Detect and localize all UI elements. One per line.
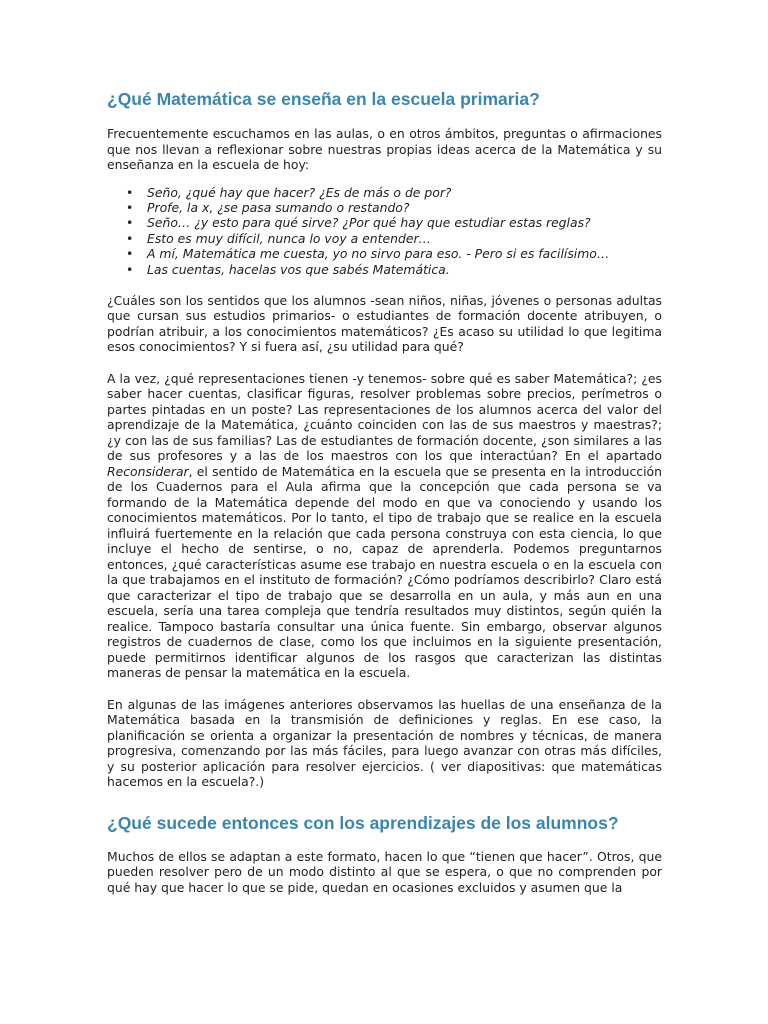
paragraph-text: , el sentido de Matemática en la escuela que se presenta en la introducción de los Cuadernos para el Aula afirma que la concepción que cada persona se va formando de la Matemática depende del modo en que va conociendo y usando los conocimientos matemáticos. Por lo tanto, el tipo de trabajo que se realice en la escuela influirá fuertemente en la relación que cada persona construya con esta ciencia, lo que incluye el hecho de sentirse, o no, capaz de aprenderla. Podemos preguntarnos entonces, ¿qué características asume ese trabajo en nuestra escuela o en la escuela con la que trabajamos en el instituto de formación? ¿Cómo podríamos describirlo? Claro está que caracterizar el tipo de trabajo que se desarrolla en un aula, y más aun en una escuela, sería una tarea compleja que tendría resultados muy distintos, según quién la realice. Tampoco bastaría consultar una única fuente. Sin embargo, observar algunos registros de cuadernos de clase, como los que incluimos en la siguiente presentación, puede permitirnos identificar algunos de los rasgos que caracterizan las distintas maneras de pensar la matemática en la escuela.: [107, 463, 662, 681]
list-item: • A mí, Matemática me cuesta, yo no sirvo para eso. - Pero si es facilísimo…: [107, 246, 662, 261]
list-item: • Seño, ¿qué hay que hacer? ¿Es de más o de por?: [107, 185, 662, 200]
paragraph-representations: [107, 371, 662, 681]
document-page: [107, 88, 662, 895]
heading-student-learning: ¿Qué sucede entonces con los aprendizajes de los alumnos?: [107, 812, 619, 833]
list-item: • Esto es muy difícil, nunca lo voy a entender…: [107, 231, 662, 246]
paragraph-senses: ¿Cuáles son los sentidos que los alumnos -sean niños, niñas, jóvenes o personas adultas que cursan sus estudios primarios- o estudiantes de formación docente atribuyen, o podrían atribuir, a los conocimientos matemáticos? ¿Es acaso su utilidad lo que legitima esos conocimientos? Y si fuera así, ¿su utilidad para qué?: [107, 292, 662, 355]
student-quotes-list: [107, 185, 662, 277]
intro-paragraph: Frecuentemente escuchamos en las aulas, o en otros ámbitos, preguntas o afirmaciones que nos llevan a reflexionar sobre nuestras propias ideas acerca de la Matemática y su enseñanza en la escuela de hoy:: [107, 126, 662, 172]
reconsiderar-emphasis: Reconsiderar: [107, 463, 189, 479]
paragraph-adaptation: Muchos de ellos se adaptan a este formato, hacen lo que “tienen que hacer”. Otros, que pueden resolver pero de un modo distinto al que se espera, o que no comprenden por qué hay que hacer lo que se pide, quedan en ocasiones excluidos y asumen que la: [107, 848, 662, 895]
heading-primary-school-math: ¿Qué Matemática se enseña en la escuela primaria?: [107, 89, 540, 109]
list-item: • Las cuentas, hacelas vos que sabés Matemática.: [107, 262, 662, 277]
paragraph-text: A la vez, ¿qué representaciones tienen -y tenemos- sobre qué es saber Matemática?; ¿es saber hacer cuentas, clasificar figuras, resolver problemas sobre precios, perímetros o partes pintadas en un poste? Las representaciones de los alumnos acerca del valor del aprendizaje de la Matemática, ¿cuánto coinciden con las de sus maestros y maestras?; ¿y con las de sus familias? Las de estudiantes de formación docente, ¿son similares a las de sus profesores y a las de los maestros con los que interactúan? En el apartado: [107, 370, 662, 464]
list-item: • Profe, la x, ¿se pasa sumando o restando?: [107, 200, 662, 215]
list-item: • Seño… ¿y esto para qué sirve? ¿Por qué hay que estudiar estas reglas?: [107, 215, 662, 230]
paragraph-images: En algunas de las imágenes anteriores observamos las huellas de una enseñanza de la Matemática basada en la transmisión de definiciones y reglas. En ese caso, la planificación se orienta a organizar la presentación de nombres y técnicas, de manera progresiva, comenzando por las más fáciles, para luego avanzar con otras más difíciles, y su posterior aplicación para resolver ejercicios. ( ver diapositivas: que matemáticas hacemos en la escuela?.): [107, 696, 662, 790]
